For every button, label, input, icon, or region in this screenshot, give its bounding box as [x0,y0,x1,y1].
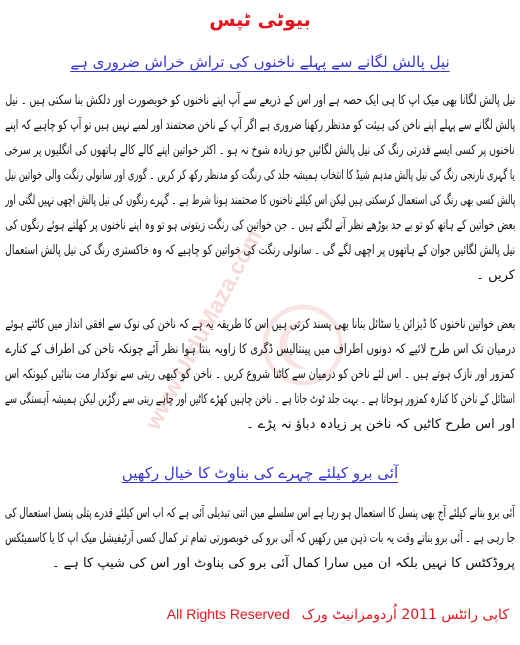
text-line-content: نیل پالش لگانا بھی میک اپ کا ہی ایک حصہ ہے اور اس کے ذریعے سے آپ اپنے ناخنوں کو خوبصورت اور دلکش بنا سکتی ہیں ۔ نیل [5,93,515,108]
text-line-content: اسٹائل کے ناخن کا کنارہ کمزور ہوجاتا ہے ۔ بہت جلد ٹوٹ جاتا ہے ۔ ناخن چاہیں کھڑے کاٹیں اور چاہے ریتی سے رگڑیں لیکن ہمیشہ آہستگی سے [4,392,515,407]
paragraph [5,88,515,288]
text-line [5,238,515,263]
page-title: بیوٹی ٹپس [209,9,311,31]
section-heading: نیل پالش لگانے سے پہلے ناخنوں کی تراش خراش ضروری ہے [70,53,450,71]
text-line [5,138,515,163]
paragraph [5,312,515,437]
text-line-last [5,263,515,288]
text-line-content: کریں ۔ [476,268,515,283]
text-line-content: جا رہی ہے ۔ آئی برو بناتے وقت یہ بات ذہن میں رکھیں کہ آئی برو کی خوبصورتی تمام تر کمال کسی آرٹیفیشل میک اپ کا یا کاسمیٹکس [5,531,515,546]
text-line-content: پالش لگانے سے پہلے اپنے ناخن کی ہیئت کو مدنظر رکھنا ضروری ہے اگر آپ کے ناخن صحتمند اور لمبے نہیں ہیں تو آپ کو چاہیے کہ اپنے [4,118,515,133]
text-line [5,88,515,113]
text-line [5,337,515,362]
text-line-last [5,412,515,437]
footer-rights: All Rights Reserved [166,606,290,622]
text-line [5,113,515,138]
text-line-content: کمزور اور نازک ہوتے ہیں ۔ اس لئے ناخن کو درمیان سے کاٹنا شروع کریں ۔ ناخن کو کبھی ریتی سے نوکدار مت بنائیں کیونکہ اس [5,367,515,382]
footer [5,602,515,626]
text-line [5,362,515,387]
text-line-content: ناخنوں پر کسی ایسے قدرتی رنگ کی نیل پالش لگائیں جو زیادہ شوخ نہ ہو ۔ اکثر خواتین اپنے کالے کالے ہاتھوں کی انگلیوں پر سرخی [5,143,515,158]
footer-copyright: کاپی رائٹس 2011 اُردومزانیٹ ورک [301,607,509,623]
text-line-content: یا گہری نارنجی رنگ کی نیل پالش مدہم شیڈ کا انتخاب ہمیشہ جلد کی رنگت کو مدنظر رکھ کر کریں ۔ گوری اور سانولی رنگت والی خواتین نیل [4,168,515,183]
text-line-last [5,551,515,576]
text-line-content: درمیان تک اس طرح لائیے کہ دونوں اطراف میں پینتالیس ڈگری کا زاویہ بنتا ہوا نظر آئے چونکہ ناخن کی اطراف کے کنارے [5,342,515,357]
text-line-content: بعض خواتین کے ہاتھ کو تو بے حد بوڑھے نظر آنے لگتے ہیں ۔ جن خواتین کی رنگت زیتونی ہو تو وہ اپنے ناخنوں پر کھلتے ہوئے رنگوں کی [5,218,515,233]
text-line [5,501,515,526]
text-line [5,312,515,337]
watermark-text: www.UrduMaza.com [139,224,267,434]
text-line [5,526,515,551]
section-nail-polish [5,50,515,437]
section-eyebrows [5,461,515,576]
text-line-content: نیل پالش لگائیں جوان کے ہاتھوں پر اچھی لگے گی ۔ سانولی رنگت کی خواتین کو چاہیے کہ وہ خاکستری رنگ کی نیل پالش استعمال [4,243,515,258]
text-line [5,213,515,238]
text-line-content: پروڈکٹس کا نہیں بلکہ ان میں سارا کمال آئی برو کی بناوٹ اور اس کی شیپ کا ہے ۔ [51,556,515,571]
text-line [5,387,515,412]
text-line-content: پالش کسی بھی رنگ کی استعمال کرسکتی ہیں لیکن اس کیلئے ناخنوں کا صحتمند ہونا شرط ہے ۔ گہرے رنگوں کی نیل پالش اچھی نہیں لگتی اور [5,193,515,208]
text-line-content: اور اس طرح کاٹیں کہ ناخن پر زیادہ دباؤ نہ پڑے ۔ [246,417,515,432]
paragraph [5,501,515,576]
section-heading: آئی برو کیلئے چہرے کی بناوٹ کا خیال رکھیں [121,464,399,482]
text-line-content: بعض خواتین ناخنوں کا ڈیزائن یا سٹائل بنانا بھی پسند کرتی ہیں اس کا طریقہ یہ ہے کہ ناخن کی نوک سے افقی انداز میں کاٹتے ہوئے [5,317,515,332]
text-line [5,188,515,213]
text-line-content: آئی برو بنانے کیلئے آج بھی پنسل کا استعمال ہو رہا ہے اس سلسلے میں اتنی تبدیلی آئی ہے کہ اب اس کیلئے قدرے پتلی پنسل استعمال کی [5,506,515,521]
text-line [5,163,515,188]
